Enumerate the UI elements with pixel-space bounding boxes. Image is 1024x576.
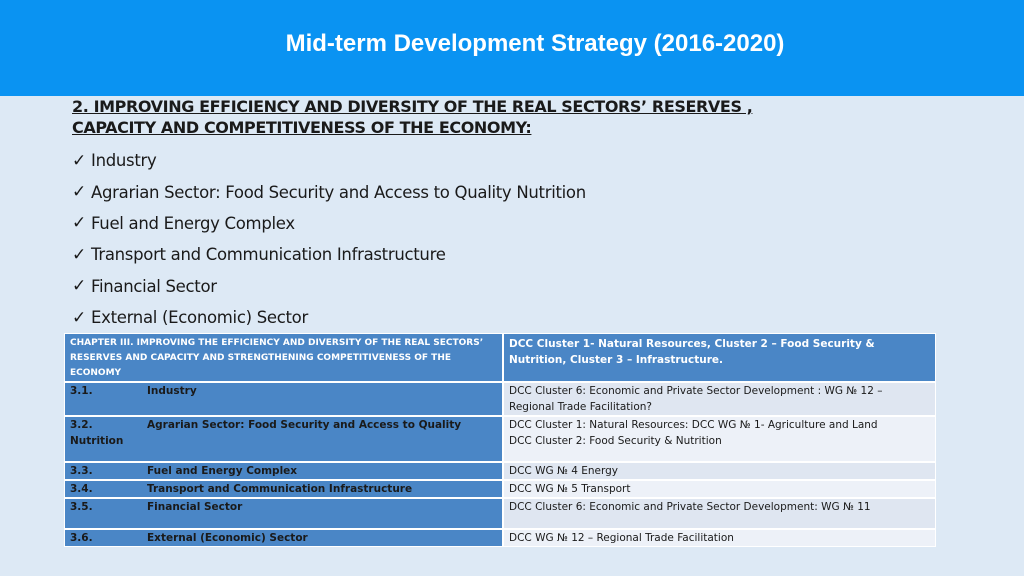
strategy-mapping-table — [64, 333, 936, 547]
row-topic — [64, 416, 503, 462]
section-heading: 2. IMPROVING EFFICIENCY AND DIVERSITY OF THE REAL SECTORS’ RESERVES , CAPACITY AND COMPETITIVENESS OF THE ECONOMY: — [72, 97, 753, 137]
mapping-line: DCC Cluster 2: Food Security & Nutrition — [509, 435, 722, 447]
table-row — [64, 462, 936, 480]
mapping-line: DCC WG № 5 Transport — [509, 483, 631, 495]
bullet-text: Industry — [91, 151, 157, 171]
check-icon: ✓ — [72, 276, 86, 297]
title-bar — [0, 0, 1024, 96]
row-topic — [64, 498, 503, 529]
table-header-chapter: CHAPTER III. IMPROVING THE EFFICIENCY AND DIVERSITY OF THE REAL SECTORS’ RESERVES AND CAPACITY AND STRENGTHENING COMPETITIVENESS OF THE ECONOMY — [64, 333, 503, 382]
list-item — [72, 271, 586, 302]
table-row — [64, 416, 936, 462]
row-number: 3.3. — [70, 465, 93, 477]
list-item — [72, 208, 586, 239]
row-title: External (Economic) Sector — [147, 532, 308, 544]
row-mapping — [503, 382, 936, 416]
mapping-line: DCC Cluster 6: Economic and Private Sector Development : WG № 12 – Regional Trade Facilitation? — [509, 385, 883, 413]
list-item — [72, 145, 586, 176]
bullet-text: External (Economic) Sector — [91, 308, 308, 328]
row-topic — [64, 382, 503, 416]
row-number: 3.1. — [70, 385, 93, 397]
row-title: Agrarian Sector: Food Security and Access to Quality Nutrition — [70, 419, 462, 447]
check-icon: ✓ — [72, 182, 86, 203]
mapping-line: DCC Cluster 1: Natural Resources: DCC WG № 1- Agriculture and Land — [509, 419, 878, 431]
row-number: 3.5. — [70, 501, 93, 513]
mapping-line: DCC WG № 12 – Regional Trade Facilitation — [509, 532, 734, 544]
table-row — [64, 529, 936, 547]
mapping-line: DCC Cluster 6: Economic and Private Sector Development: WG № 11 — [509, 501, 871, 513]
table-row — [64, 498, 936, 529]
bullet-list — [72, 145, 586, 333]
row-mapping — [503, 480, 936, 498]
row-topic — [64, 462, 503, 480]
list-item — [72, 176, 586, 207]
bullet-text: Financial Sector — [91, 276, 217, 296]
check-icon: ✓ — [72, 244, 86, 265]
table-header-row — [64, 333, 936, 382]
row-mapping — [503, 416, 936, 462]
bullet-text: Fuel and Energy Complex — [91, 213, 295, 233]
list-item — [72, 302, 586, 333]
page-title: Mid-term Development Strategy (2016-2020) — [285, 30, 785, 57]
mapping-line: DCC WG № 4 Energy — [509, 465, 618, 477]
table-row — [64, 480, 936, 498]
check-icon: ✓ — [72, 213, 86, 234]
row-mapping — [503, 529, 936, 547]
row-title: Industry — [147, 385, 197, 397]
row-mapping — [503, 462, 936, 480]
row-title: Transport and Communication Infrastructure — [147, 483, 413, 495]
row-number: 3.2. — [70, 419, 93, 431]
row-number: 3.6. — [70, 532, 93, 544]
list-item — [72, 239, 586, 270]
check-icon: ✓ — [72, 307, 86, 328]
check-icon: ✓ — [72, 150, 86, 171]
row-number: 3.4. — [70, 483, 93, 495]
table-header-clusters: DCC Cluster 1- Natural Resources, Cluster 2 – Food Security & Nutrition, Cluster 3 – Infrastructure. — [503, 333, 936, 382]
bullet-text: Transport and Communication Infrastructure — [91, 245, 446, 265]
row-topic — [64, 480, 503, 498]
bullet-text: Agrarian Sector: Food Security and Access to Quality Nutrition — [91, 182, 586, 202]
row-title: Fuel and Energy Complex — [147, 465, 298, 477]
row-topic — [64, 529, 503, 547]
table-row — [64, 382, 936, 416]
row-mapping — [503, 498, 936, 529]
row-title: Financial Sector — [147, 501, 243, 513]
